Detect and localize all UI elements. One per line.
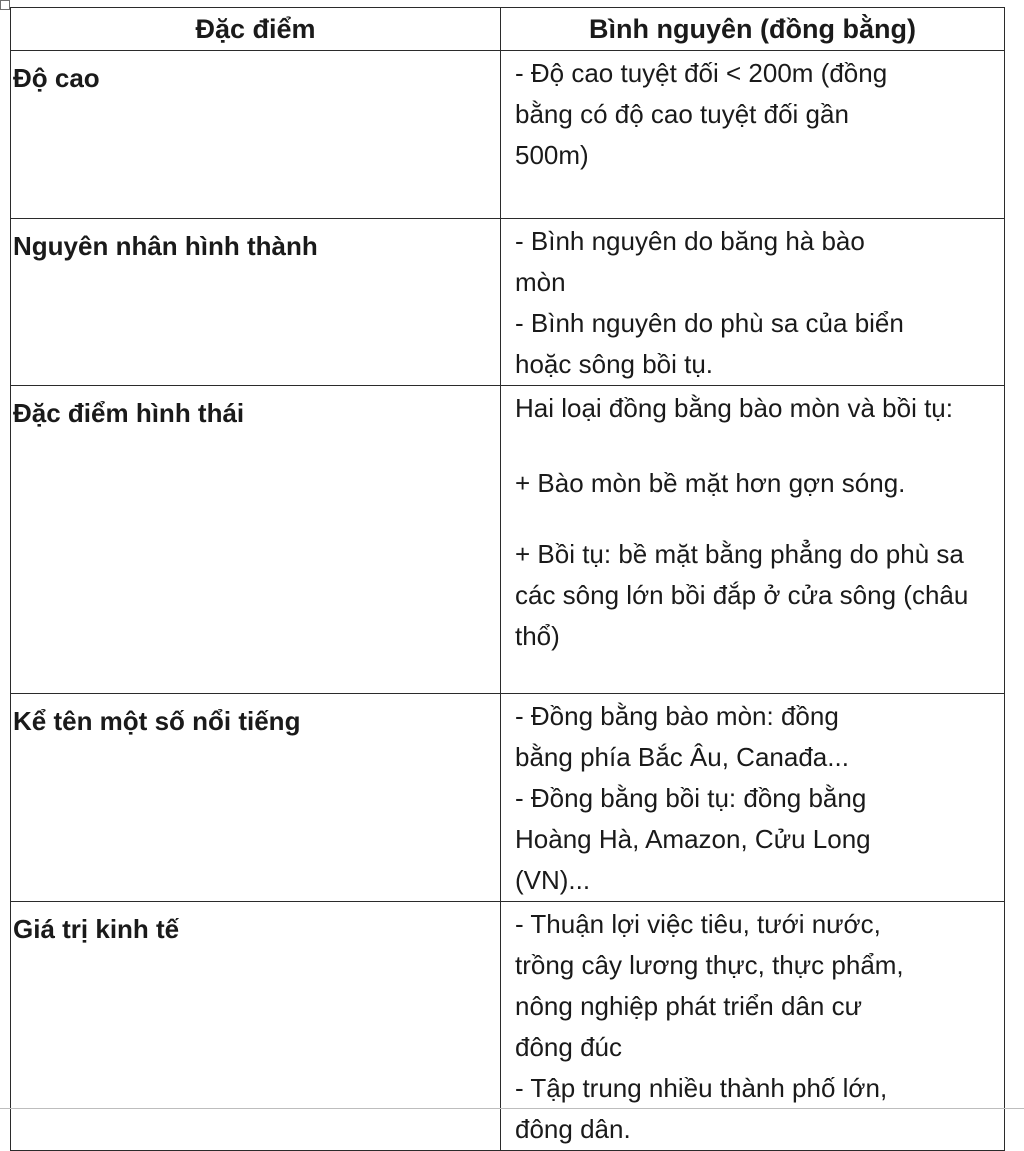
content-line: Hoàng Hà, Amazon, Cửu Long <box>515 824 871 854</box>
table-move-handle[interactable] <box>0 0 10 10</box>
content-line: các sông lớn bồi đắp ở cửa sông (châu <box>515 580 969 610</box>
content-line: đông đúc <box>515 1032 622 1062</box>
row-content-altitude <box>501 51 1005 219</box>
row-label-formation: Nguyên nhân hình thành <box>11 219 501 386</box>
header-feature: Đặc điểm <box>11 8 501 51</box>
content-line: mòn <box>515 267 566 297</box>
table-header-row <box>11 8 1005 51</box>
table-row <box>11 386 1005 694</box>
row-label-altitude: Độ cao <box>11 51 501 219</box>
content-line: - Độ cao tuyệt đối < 200m (đồng <box>515 58 888 88</box>
row-label-economic-value: Giá trị kinh tế <box>11 902 501 1151</box>
content-line: - Đồng bằng bào mòn: đồng <box>515 701 839 731</box>
table-row <box>11 219 1005 386</box>
content-line: (VN)... <box>515 865 591 895</box>
content-line: - Đồng bằng bồi tụ: đồng bằng <box>515 783 867 813</box>
table-row <box>11 902 1005 1151</box>
comparison-table <box>10 7 1005 1151</box>
row-content-economic-value <box>501 902 1005 1151</box>
row-label-examples: Kể tên một số nổi tiếng <box>11 694 501 902</box>
row-content-morphology <box>501 386 1005 694</box>
header-plain: Bình nguyên (đồng bằng) <box>501 8 1005 51</box>
content-line: 500m) <box>515 140 589 170</box>
content-line: Hai loại đồng bằng bào mòn và bồi tụ: <box>515 393 953 423</box>
content-line: hoặc sông bồi tụ. <box>515 349 714 379</box>
content-line: đông dân. <box>515 1114 631 1144</box>
content-line: - Bình nguyên do phù sa của biển <box>515 308 904 338</box>
content-line: bằng phía Bắc Âu, Canađa... <box>515 742 849 772</box>
content-line: bằng có độ cao tuyệt đối gần <box>515 99 849 129</box>
content-line: thổ) <box>515 621 560 651</box>
table-row <box>11 51 1005 219</box>
row-label-morphology: Đặc điểm hình thái <box>11 386 501 694</box>
row-content-examples <box>501 694 1005 902</box>
content-line: + Bồi tụ: bề mặt bằng phẳng do phù sa <box>515 539 964 569</box>
content-line: - Thuận lợi việc tiêu, tưới nước, <box>515 909 881 939</box>
row-content-formation <box>501 219 1005 386</box>
comparison-table-container <box>10 7 1004 1151</box>
content-line: nông nghiệp phát triển dân cư <box>515 991 863 1021</box>
content-line: trồng cây lương thực, thực phẩm, <box>515 950 904 980</box>
table-row <box>11 694 1005 902</box>
content-line: - Bình nguyên do băng hà bào <box>515 226 865 256</box>
content-line: - Tập trung nhiều thành phố lớn, <box>515 1073 888 1103</box>
content-line: + Bào mòn bề mặt hơn gợn sóng. <box>515 468 906 498</box>
page-divider <box>0 1108 1024 1109</box>
